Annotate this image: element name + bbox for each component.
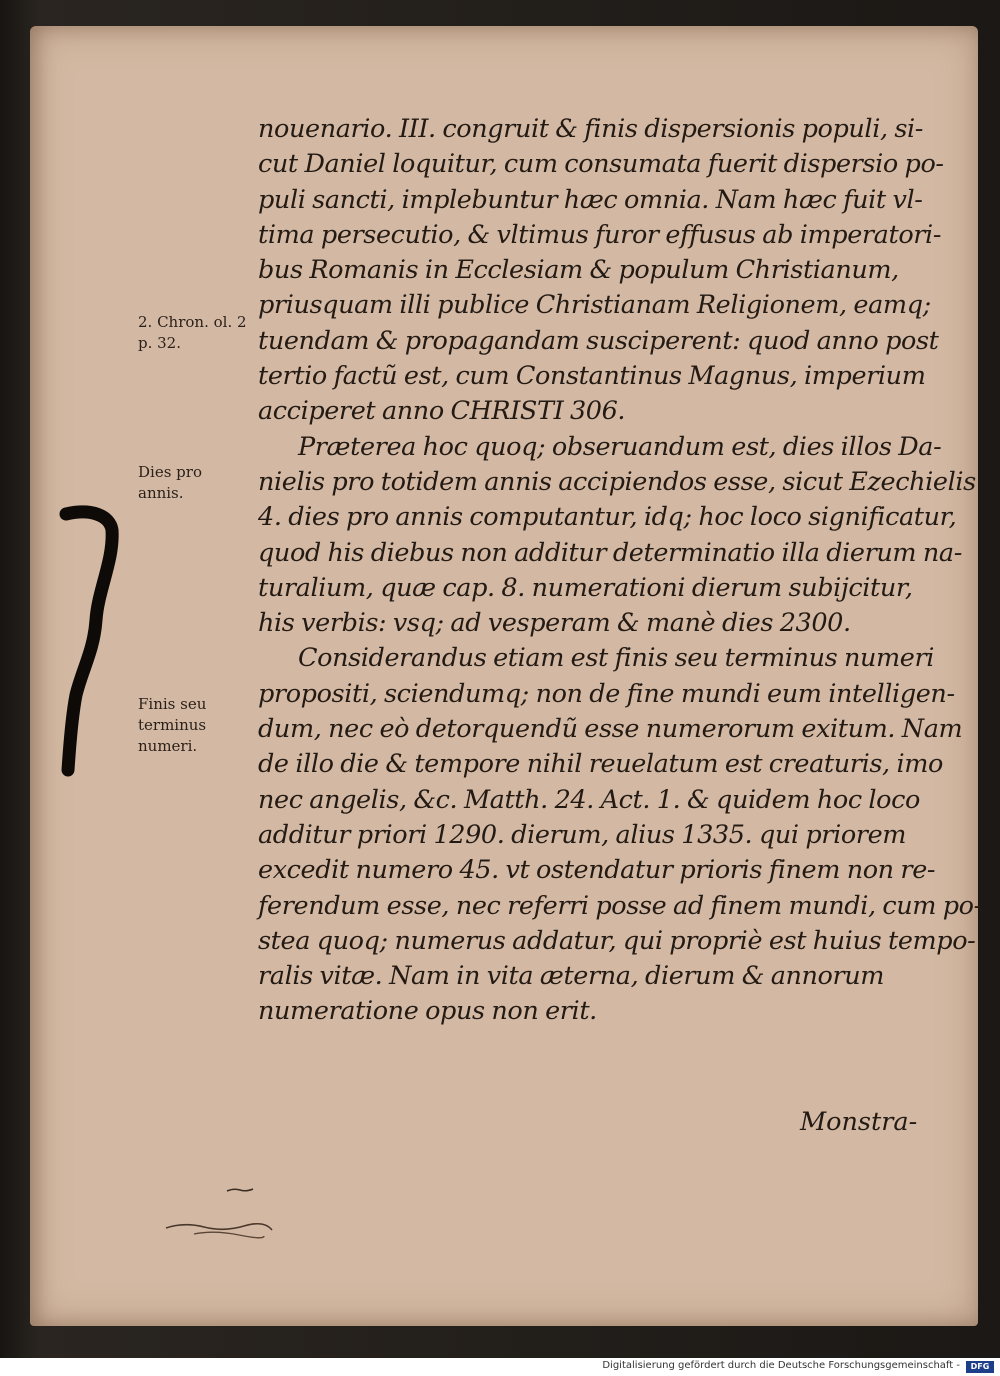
text-line: priusquam illi publice Christianam Religionem, eamq; <box>258 290 931 321</box>
text-line: his verbis: vsq; ad vesperam & manè dies 2300. <box>258 608 851 639</box>
text-line: numeratione opus non erit. <box>258 996 597 1027</box>
text-line: de illo die & tempore nihil reuelatum est creaturis, imo <box>258 749 943 780</box>
text-line: ferendum esse, nec referri posse ad finem mundi, cum po- <box>258 890 982 921</box>
text-line: acciperet anno CHRISTI 306. <box>258 396 626 427</box>
footer-credit: Digitalisierung gefördert durch die Deutsche Forschungsgemeinschaft - <box>602 1360 960 1371</box>
margin-note-line: terminus <box>138 716 207 734</box>
text-line: nouenario. III. congruit & finis dispersionis populi, si- <box>258 114 924 144</box>
ink-smudge <box>164 1218 274 1240</box>
margin-note-dies <box>138 462 202 504</box>
margin-note-line: Dies pro <box>138 463 202 481</box>
text-line: propositi, sciendumq; non de fine mundi eum intelligen- <box>258 678 955 709</box>
text-line: quod his diebus non additur determinatio illa dierum na- <box>258 537 962 568</box>
main-text <box>258 112 982 1030</box>
footer-bar <box>0 1358 1000 1376</box>
text-line: 4. dies pro annis computantur, idq; hoc loco significatur, <box>258 502 957 533</box>
margin-note-chron <box>138 312 247 354</box>
text-line: ralis vitæ. Nam in vita æterna, dierum & annorum <box>258 961 885 992</box>
catchword: Monstra- <box>800 1107 918 1137</box>
text-line: tima persecutio, & vltimus furor effusus ab imperatori- <box>258 219 942 250</box>
ink-smudge <box>226 1186 254 1194</box>
text-line: tertio factũ est, cum Constantinus Magnus, imperium <box>258 361 926 392</box>
text-line: bus Romanis in Ecclesiam & populum Christianum, <box>258 255 899 286</box>
text-line: turalium, quæ cap. 8. numerationi dierum subijcitur, <box>258 572 913 603</box>
dfg-logo: DFG <box>966 1361 994 1373</box>
text-line: puli sancti, implebuntur hæc omnia. Nam hæc fuit vl- <box>258 184 923 215</box>
text-line: additur priori 1290. dierum, alius 1335. qui priorem <box>258 819 907 850</box>
text-line: Considerandus etiam est finis seu terminus numeri <box>298 643 935 674</box>
margin-note-line: numeri. <box>138 737 198 755</box>
text-line: cut Daniel loquitur, cum consumata fuerit dispersio po- <box>258 149 944 180</box>
text-line: tuendam & propagandam susciperent: quod anno post <box>258 325 939 356</box>
text-line: stea quoq; numerus addatur, qui propriè est huius tempo- <box>258 925 976 956</box>
margin-note-line: p. 32. <box>138 334 181 352</box>
text-line: Præterea hoc quoq; obseruandum est, dies illos Da- <box>298 431 942 462</box>
text-line: nec angelis, &c. Matth. 24. Act. 1. & quidem hoc loco <box>258 784 920 815</box>
text-line: nielis pro totidem annis accipiendos esse, sicut Ezechielis <box>258 466 976 497</box>
handwritten-bracket-mark <box>52 500 122 790</box>
text-line: excedit numero 45. vt ostendatur prioris finem non re- <box>258 855 936 886</box>
margin-note-line: annis. <box>138 484 184 502</box>
text-line: dum, nec eò detorquendũ esse numerorum exitum. Nam <box>258 714 963 745</box>
margin-note-line: Finis seu <box>138 695 207 713</box>
margin-note-line: 2. Chron. ol. 2 <box>138 313 247 331</box>
margin-note-finis <box>138 694 206 757</box>
